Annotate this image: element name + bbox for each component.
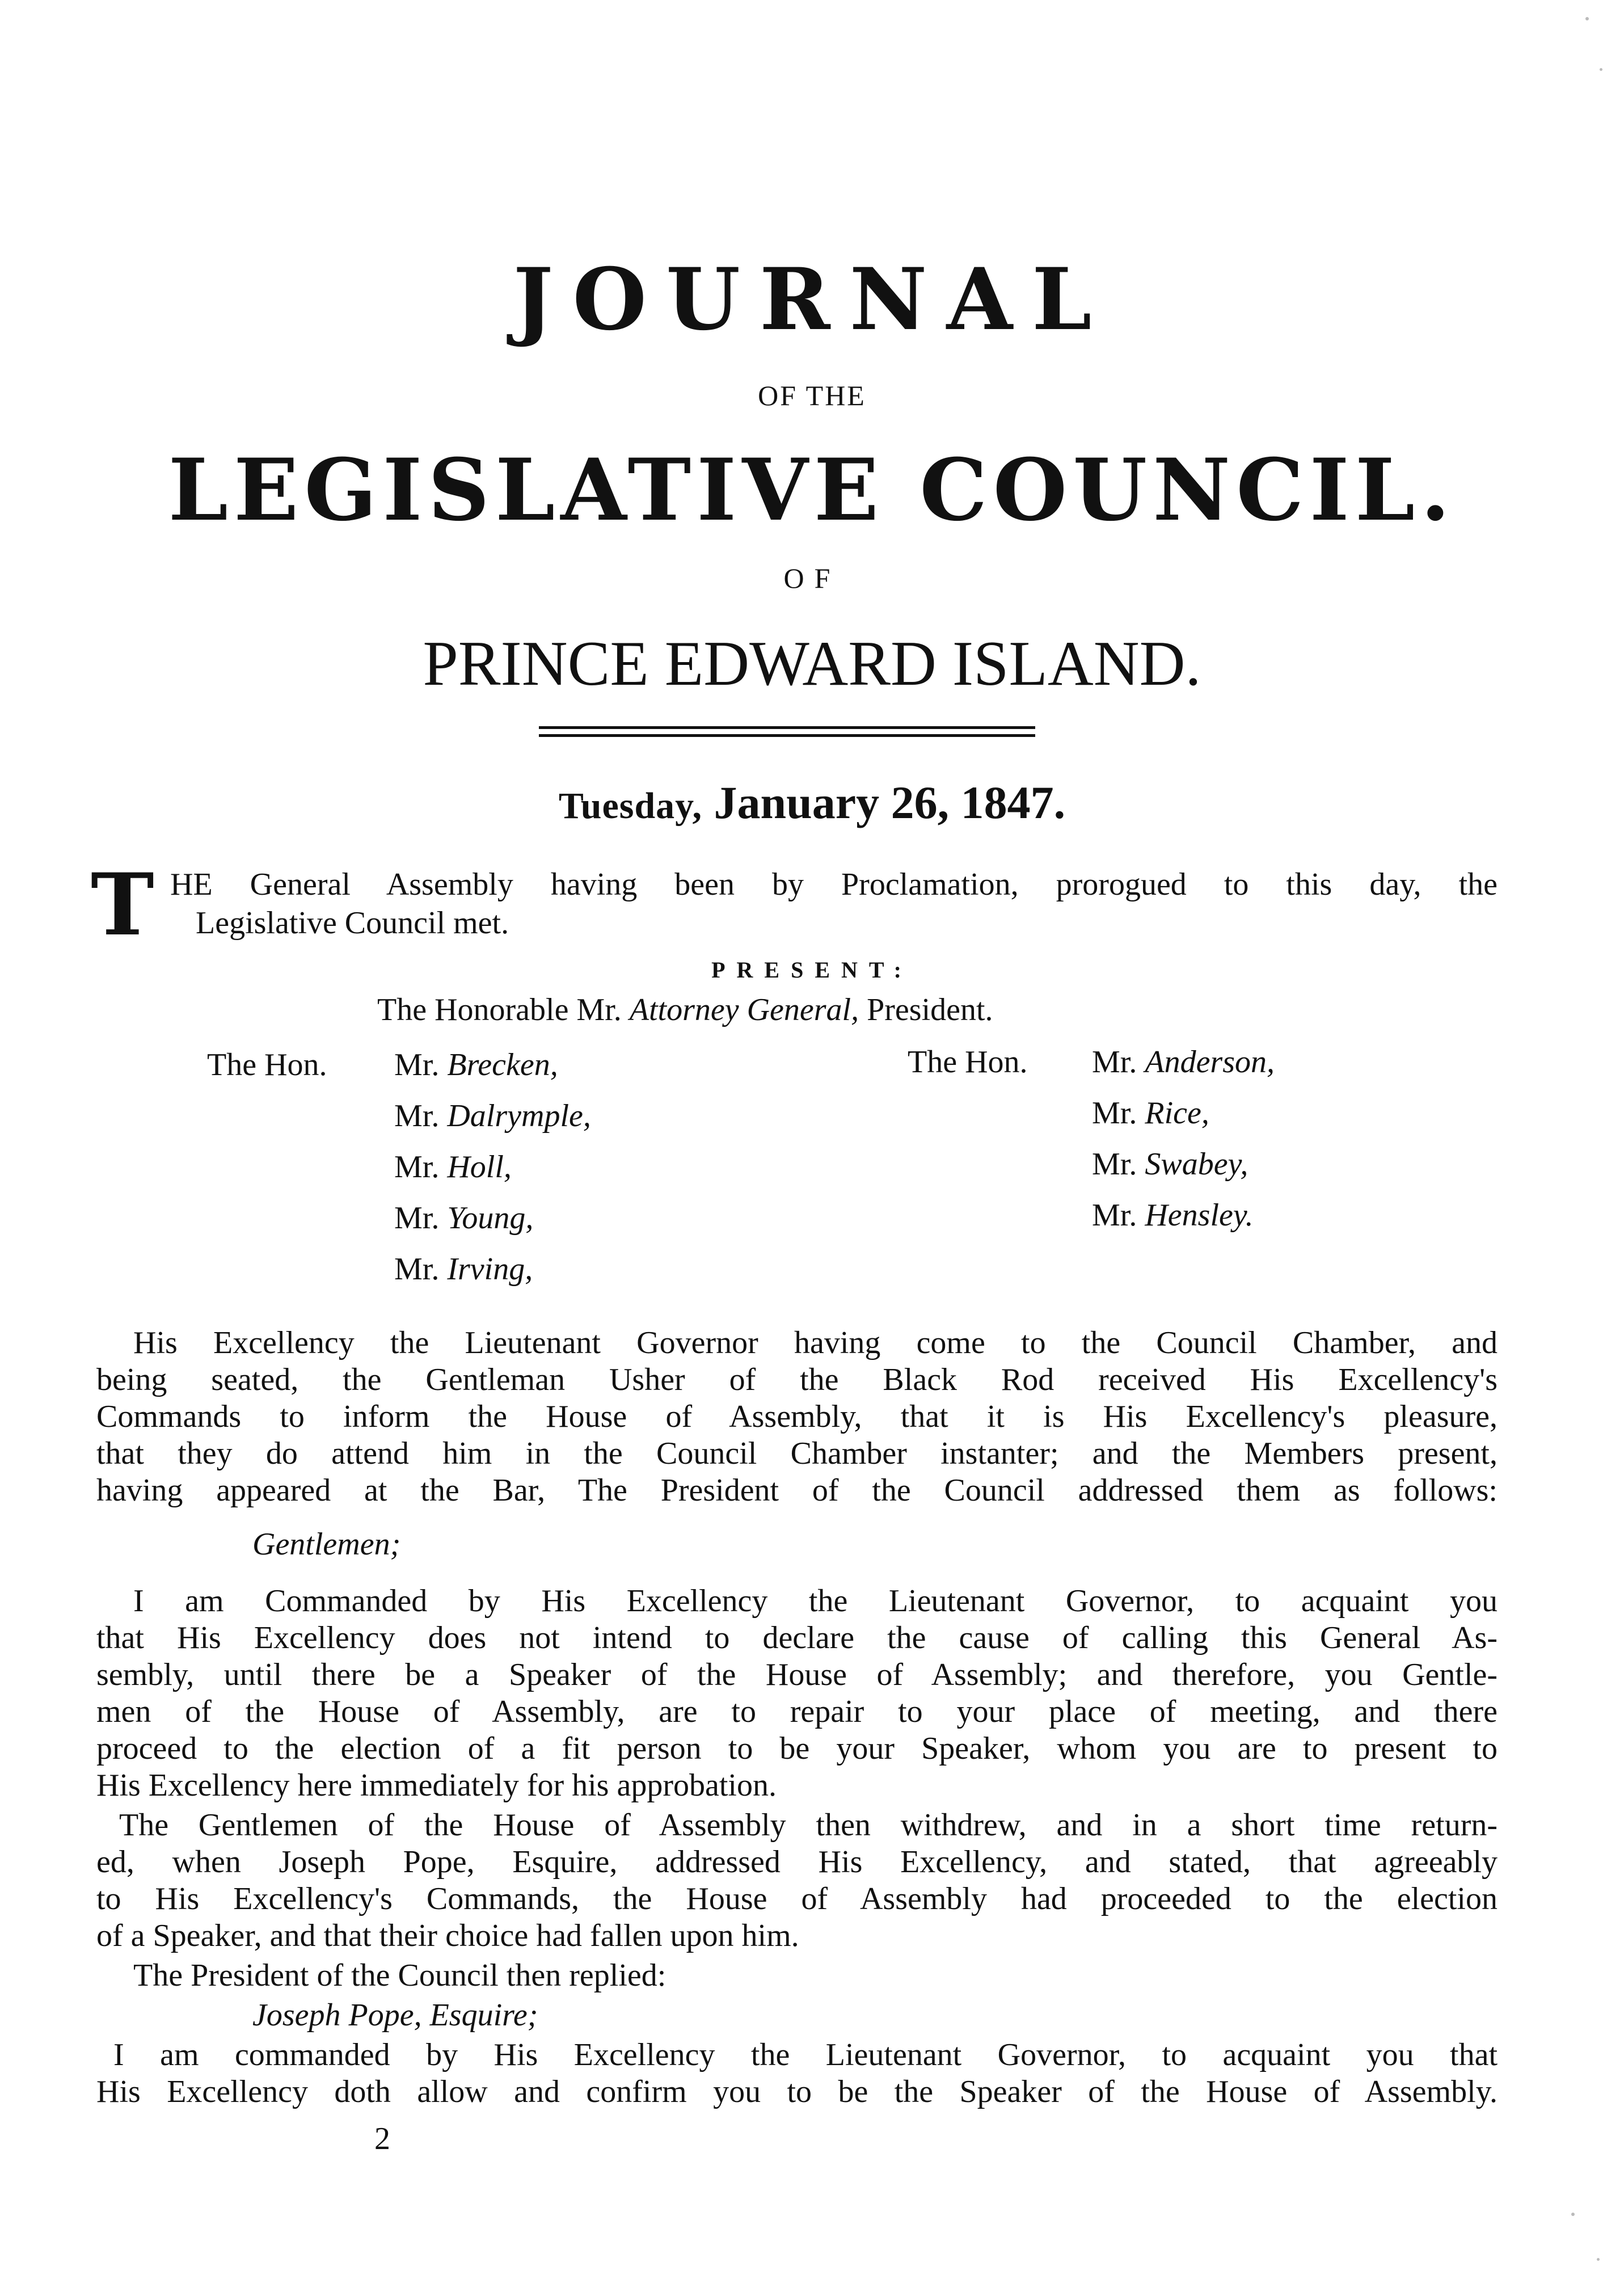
member-name: Swabey, xyxy=(1145,1147,1248,1182)
present-label: PRESENT: xyxy=(711,957,913,983)
member-name: Brecken, xyxy=(447,1047,558,1082)
p1-line: His Excellency the Lieutenant Governor having come to the Council Chamber, and xyxy=(133,1325,1498,1360)
p4-line: The President of the Council then replied: xyxy=(133,1958,667,1993)
member-name: Holl, xyxy=(447,1149,512,1185)
title-of-the: OF THE xyxy=(758,380,866,411)
member-title: Mr. xyxy=(394,1098,440,1134)
member-title: Mr. xyxy=(1092,1198,1137,1233)
salutation-joseph-pope: Joseph Pope, Esquire; xyxy=(252,1998,538,2033)
p3-line: to His Excellency's Commands, the House of Assembly had proceeded to the election xyxy=(96,1881,1498,1916)
salutation-gentlemen: Gentlemen; xyxy=(252,1527,401,1562)
member-entry xyxy=(1092,1197,1254,1233)
member-title: Mr. xyxy=(1092,1044,1137,1080)
drop-cap: T xyxy=(91,855,154,955)
date-rest: January 26, 1847. xyxy=(714,777,1066,828)
member-entry xyxy=(394,1200,533,1236)
scan-speck xyxy=(1585,17,1589,20)
member-title: Mr. xyxy=(394,1047,440,1082)
member-title: Mr. xyxy=(394,1252,440,1287)
member-title: Mr. xyxy=(394,1200,440,1236)
double-rule-bottom xyxy=(539,734,1035,737)
member-title: Mr. xyxy=(1092,1096,1137,1131)
member-name: Young, xyxy=(447,1200,534,1236)
p2-line: sembly, until there be a Speaker of the House of Assembly; and therefore, you Gentle- xyxy=(96,1657,1498,1692)
p3-line: The Gentlemen of the House of Assembly then withdrew, and in a short time return- xyxy=(119,1808,1498,1843)
date-weekday: Tuesday, xyxy=(558,785,703,827)
p2-line: His Excellency here immediately for his approbation. xyxy=(96,1768,777,1803)
left-prefix: The Hon. xyxy=(207,1047,327,1082)
p2-line: men of the House of Assembly, are to repair to your place of meeting, and there xyxy=(96,1694,1498,1729)
member-entry xyxy=(394,1098,591,1134)
title-journal: JOURNAL xyxy=(513,250,1111,349)
president-post: President. xyxy=(867,992,993,1027)
member-name: Hensley. xyxy=(1145,1198,1254,1233)
page-number: 2 xyxy=(374,2121,390,2156)
member-name: Irving, xyxy=(447,1252,533,1287)
p3-line: of a Speaker, and that their choice had fallen upon him. xyxy=(96,1918,799,1953)
p5-line: His Excellency doth allow and confirm you to be the Speaker of the House of Assembly. xyxy=(96,2074,1498,2109)
title-prince-edward-island: PRINCE EDWARD ISLAND. xyxy=(423,629,1201,699)
p1-line: Commands to inform the House of Assembly, that it is His Excellency's pleasure, xyxy=(96,1399,1498,1434)
double-rule-top xyxy=(539,726,1035,729)
member-name: Anderson, xyxy=(1145,1044,1275,1080)
member-entry xyxy=(1092,1044,1275,1080)
title-legislative-council: LEGISLATIVE COUNCIL. xyxy=(168,440,1456,540)
member-entry xyxy=(394,1149,512,1185)
scan-speck xyxy=(1600,68,1602,71)
member-entry xyxy=(394,1251,533,1287)
president-name: Attorney General, xyxy=(629,992,859,1027)
p2-line: proceed to the election of a fit person to be your Speaker, whom you are to present to xyxy=(96,1731,1498,1766)
p3-line: ed, when Joseph Pope, Esquire, addressed His Excellency, and stated, that agreeably xyxy=(96,1844,1498,1880)
scan-speck xyxy=(1597,2258,1600,2261)
member-entry xyxy=(394,1047,558,1083)
president-pre: The Honorable Mr. xyxy=(377,992,622,1027)
p1-line: being seated, the Gentleman Usher of the Black Rod received His Excellency's xyxy=(96,1362,1498,1397)
p2-line: that His Excellency does not intend to declare the cause of calling this General As- xyxy=(96,1620,1498,1655)
right-prefix: The Hon. xyxy=(908,1044,1028,1080)
scan-speck xyxy=(1571,2213,1575,2216)
member-title: Mr. xyxy=(394,1149,440,1185)
p1-line: having appeared at the Bar, The President of the Council addressed them as follows: xyxy=(96,1473,1498,1508)
title-of: OF xyxy=(783,562,841,594)
opening-line-1: HE General Assembly having been by Proclamation, prorogued to this day, the xyxy=(170,867,1498,902)
president-line xyxy=(377,992,993,1028)
member-entry xyxy=(1092,1146,1248,1182)
member-name: Dalrymple, xyxy=(447,1098,591,1134)
p5-line: I am commanded by His Excellency the Lieutenant Governor, to acquaint you that xyxy=(113,2037,1498,2072)
member-entry xyxy=(1092,1095,1209,1131)
p2-line: I am Commanded by His Excellency the Lieutenant Governor, to acquaint you xyxy=(133,1583,1498,1619)
session-date xyxy=(0,776,1624,829)
opening-line-2: Legislative Council met. xyxy=(196,905,509,941)
member-title: Mr. xyxy=(1092,1147,1137,1182)
member-name: Rice, xyxy=(1145,1096,1209,1131)
p1-line: that they do attend him in the Council Chamber instanter; and the Members present, xyxy=(96,1436,1498,1471)
